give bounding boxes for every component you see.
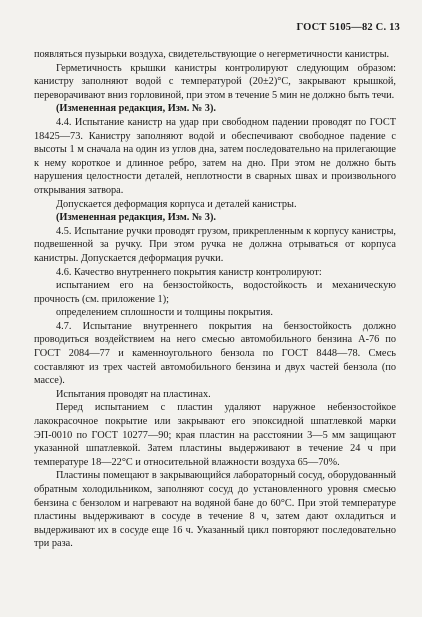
paragraph: Перед испытанием с пластин удаляют наружное небензостойкое лакокрасочное покрытие или закрывают его эпоксидной шпатлевкой марки ЭП-0010 по ГОСТ 10277—90; края пластин на расстоянии 3—5 мм защищают указанной шпатлевкой. Затем пластины выдерживают в течение 24 ч при температуре 18—22°С и относительной влажности воздуха 65—70%.	[34, 402, 396, 468]
paragraph: 4.6. Качество внутреннего покрытия канистр контролируют:	[56, 266, 322, 278]
page-header: ГОСТ 5105—82 С. 13	[296, 22, 400, 33]
paragraph: появляться пузырьки воздуха, свидетельствующие о негерметичности канистры.	[34, 49, 390, 60]
paragraph: Пластины помещают в закрывающийся лабораторный сосуд, оборудованный обратным холодильником, заполняют сосуд до установленного уровня смесью бензина с бензолом и нагревают на водяной бане до 60°С. При этой температуре пластины выдерживают в сосуде в течение 8 ч, затем дают охладиться и выдерживают их в сосуде еще 16 ч. Указанный цикл повторяют последовательно три раза.	[34, 470, 396, 550]
amendment-note: (Измененная редакция, Изм. № 3).	[56, 212, 216, 224]
paragraph: 4.7. Испытание внутреннего покрытия на бензостойкость должно проводиться воздействием на него смесью автомобильного бензина А-76 по ГОСТ 2084—77 и каменноугольного бензола по ГОСТ 8448—78. Смесь составляют из трех частей автомобильного бензина и двух частей бензола (по массе).	[34, 320, 396, 387]
paragraph: определением сплошности и толщины покрытия.	[56, 307, 273, 319]
paragraph: Допускается деформация корпуса и деталей канистры.	[56, 198, 297, 210]
paragraph: 4.4. Испытание канистр на удар при свободном падении проводят по ГОСТ 18425—73. Канистру заполняют водой и обеспечивают свободное падение с высоты 1 м сначала на один из углов дна, затем последовательно на прилегающие к нему короткое и длинное ребро, затем на дно. При этом не должно быть нарушения целостности деталей, неплотности в сварных швах и произвольного открывания затвора.	[34, 116, 396, 196]
paragraph: Герметичность крышки канистры контролируют следующим образом: канистру заполняют водой с температурой (20±2)°С, закрывают крышкой, переворачивают вниз горловиной, при этом в течение 5 мин не должно быть течи.	[34, 62, 396, 101]
paragraph: испытанием его на бензостойкость, водостойкость и механическую прочность (см. приложение 1);	[34, 280, 396, 305]
document-body	[34, 48, 396, 551]
amendment-note: (Измененная редакция, Изм. № 3).	[56, 103, 216, 115]
paragraph: 4.5. Испытание ручки проводят грузом, прикрепленным к корпусу канистры, подвешенной за ручку. При этом ручка не должна отрываться от корпуса канистры. Допускается деформация ручки.	[34, 225, 396, 264]
paragraph: Испытания проводят на пластинах.	[56, 388, 211, 400]
